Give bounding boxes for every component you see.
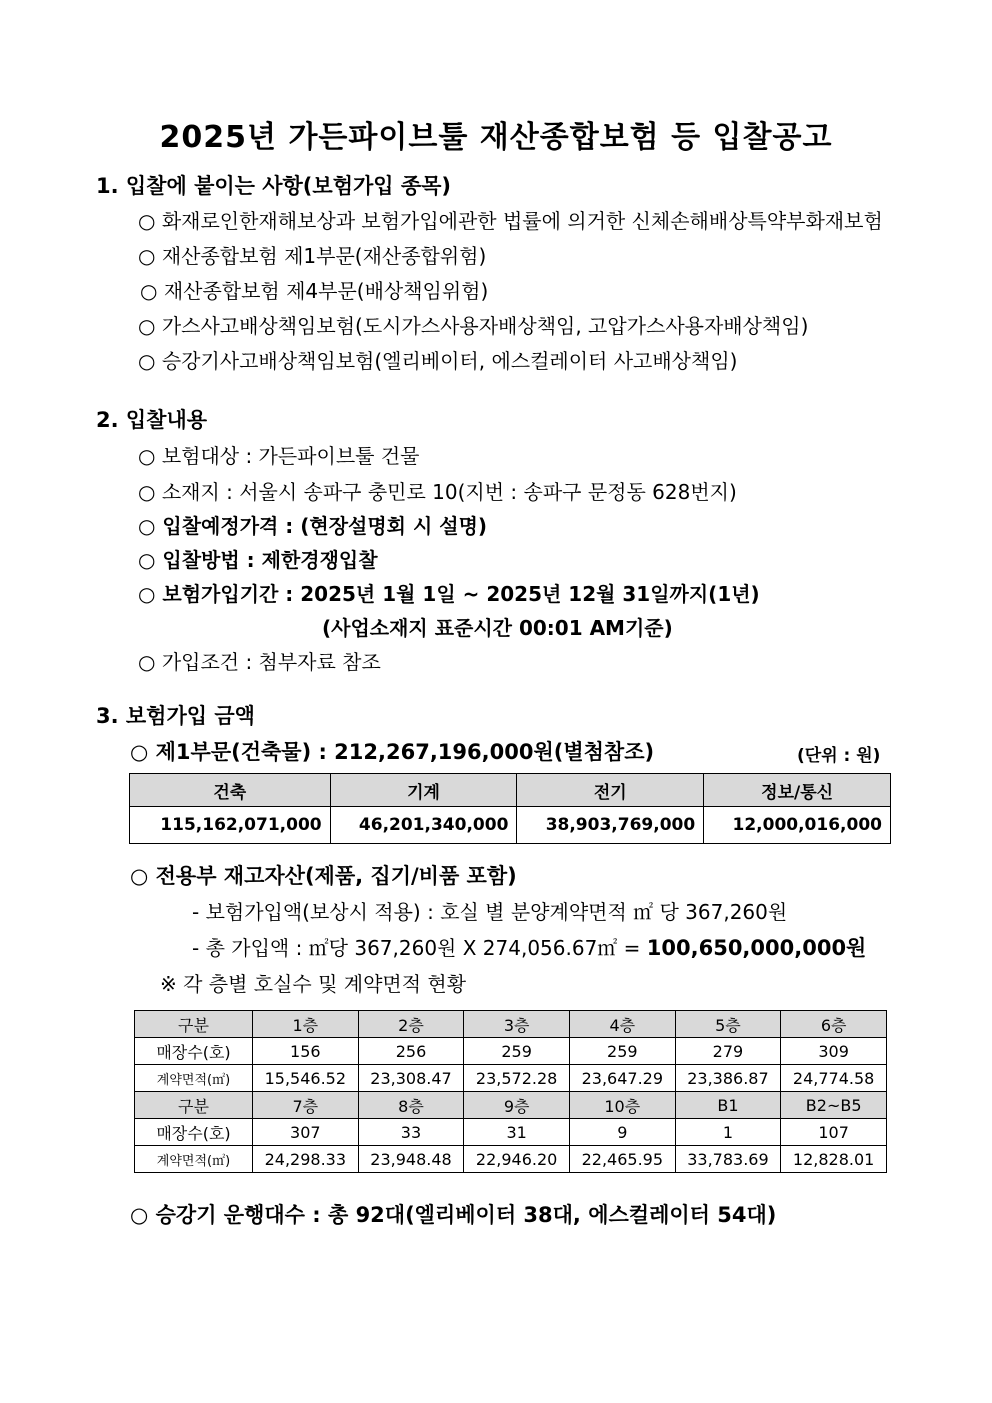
table-header: 건축 (130, 774, 331, 807)
table-cell: 256 (358, 1038, 464, 1065)
section2-item: ○ 보험대상 : 가든파이브툴 건물 (138, 444, 420, 468)
circle-bullet-icon: ○ (138, 444, 156, 468)
table-cell: 23,386.87 (675, 1065, 781, 1092)
table-cell: 8층 (358, 1092, 464, 1119)
elevator-count: ○ 승강기 운행대수 : 총 92대(엘리베이터 38대, 에스컬레이터 54대) (130, 1203, 777, 1227)
table-cell: 2층 (358, 1011, 464, 1038)
circle-bullet-icon: ○ (138, 349, 156, 373)
unit-label: (단위 : 원) (797, 746, 881, 766)
circle-bullet-icon: ○ (130, 864, 149, 888)
section1-heading: 1. 입찰에 붙이는 사항(보험가입 종목) (96, 174, 452, 198)
table-cell: 33,783.69 (675, 1146, 781, 1173)
section1-item: ○ 화재로인한재해보상과 보험가입에관한 법률에 의거한 신체손해배상특약부화재보험 (138, 209, 883, 233)
table-cell: 24,774.58 (781, 1065, 887, 1092)
table-header: 기계 (330, 774, 517, 807)
table-cell: 23,308.47 (358, 1065, 464, 1092)
table-cell: 107 (781, 1119, 887, 1146)
table-row (135, 1146, 887, 1173)
table-cell: B1 (675, 1092, 781, 1119)
circle-bullet-icon: ○ (138, 548, 156, 572)
table-cell: 1층 (253, 1011, 359, 1038)
table-cell: 6층 (781, 1011, 887, 1038)
table-cell: 46,201,340,000 (330, 807, 517, 844)
circle-bullet-icon: ○ (138, 244, 156, 268)
circle-bullet-icon: ○ (138, 209, 156, 233)
section2-heading: 2. 입찰내용 (96, 408, 208, 432)
table-cell: 309 (781, 1038, 887, 1065)
table-cell: 매장수(호) (135, 1038, 253, 1065)
circle-bullet-icon: ○ (138, 650, 156, 674)
table-cell: 23,647.29 (569, 1065, 675, 1092)
table-cell: 7층 (253, 1092, 359, 1119)
section3-heading: 3. 보험가입 금액 (96, 704, 255, 728)
stock-total: 100,650,000,000원 (646, 936, 867, 960)
section2-condition: ○ 가입조건 : 첨부자료 참조 (138, 650, 381, 674)
section1-item: ○ 가스사고배상책임보험(도시가스사용자배상책임, 고압가스사용자배상책임) (138, 314, 809, 338)
table-cell: 115,162,071,000 (130, 807, 331, 844)
circle-bullet-icon: ○ (138, 514, 156, 538)
table-cell: 3층 (464, 1011, 570, 1038)
table-cell: B2~B5 (781, 1092, 887, 1119)
section2-item: ○ 소재지 : 서울시 송파구 충민로 10(지번 : 송파구 문정동 628번지) (138, 480, 737, 504)
page-title: 2025년 가든파이브툴 재산종합보험 등 입찰공고 (159, 120, 833, 155)
table-cell: 22,946.20 (464, 1146, 570, 1173)
period-note: (사업소재지 표준시간 00:01 AM기준) (322, 616, 673, 640)
section2-item: ○ 입찰방법 : 제한경쟁입찰 (138, 548, 378, 572)
table-cell: 38,903,769,000 (517, 807, 704, 844)
table-header: 전기 (517, 774, 704, 807)
circle-bullet-icon: ○ (140, 279, 158, 303)
section2-item: ○ 입찰예정가격 : (현장설명회 시 설명) (138, 514, 488, 538)
table-row (135, 1119, 887, 1146)
table-cell: 12,828.01 (781, 1146, 887, 1173)
table-cell: 279 (675, 1038, 781, 1065)
table-cell: 10층 (569, 1092, 675, 1119)
table-header: 정보/통신 (704, 774, 891, 807)
table-cell: 구분 (135, 1092, 253, 1119)
table-cell: 계약면적(㎡) (135, 1065, 253, 1092)
table-cell: 156 (253, 1038, 359, 1065)
building-amount-table (129, 773, 891, 844)
stock-line1: - 보험가입액(보상시 적용) : 호실 별 분양계약면적 ㎡ 당 367,260원 (192, 900, 788, 924)
section2-item: ○ 보험가입기간 : 2025년 1월 1일 ~ 2025년 12월 31일까지(1년) (138, 582, 760, 606)
section1-item: ○ 재산종합보험 제1부문(재산종합위험) (138, 244, 487, 268)
table-row (135, 1092, 887, 1119)
table-cell: 31 (464, 1119, 570, 1146)
table-cell: 매장수(호) (135, 1119, 253, 1146)
table-cell: 259 (569, 1038, 675, 1065)
stock-line2: - 총 가입액 : ㎡당 367,260원 X 274,056.67㎡ = 100,650,000,000원 (192, 936, 867, 960)
table-cell: 계약면적(㎡) (135, 1146, 253, 1173)
table-cell: 1 (675, 1119, 781, 1146)
circle-bullet-icon: ○ (138, 582, 156, 606)
table-cell: 5층 (675, 1011, 781, 1038)
table-cell: 23,572.28 (464, 1065, 570, 1092)
part1-heading: ○ 제1부문(건축물) : 212,267,196,000원(별첨참조) (130, 740, 655, 764)
circle-bullet-icon: ○ (130, 1203, 149, 1227)
circle-bullet-icon: ○ (138, 314, 156, 338)
circle-bullet-icon: ○ (138, 480, 156, 504)
table-cell: 12,000,016,000 (704, 807, 891, 844)
section1-item: ○ 재산종합보험 제4부문(배상책임위험) (140, 279, 489, 303)
table-cell: 22,465.95 (569, 1146, 675, 1173)
table-row (135, 1038, 887, 1065)
circle-bullet-icon: ○ (130, 740, 149, 764)
table-cell: 259 (464, 1038, 570, 1065)
table-cell: 구분 (135, 1011, 253, 1038)
table-cell: 9층 (464, 1092, 570, 1119)
table-row (135, 1065, 887, 1092)
table-row (135, 1011, 887, 1038)
table-cell: 9 (569, 1119, 675, 1146)
table-cell: 307 (253, 1119, 359, 1146)
table-cell: 23,948.48 (358, 1146, 464, 1173)
section1-item: ○ 승강기사고배상책임보험(엘리베이터, 에스컬레이터 사고배상책임) (138, 349, 738, 373)
floor-status-table (134, 1010, 887, 1173)
stock-note: ※ 각 층별 호실수 및 계약면적 현황 (160, 972, 467, 996)
stock-heading: ○ 전용부 재고자산(제품, 집기/비품 포함) (130, 864, 517, 888)
table-cell: 4층 (569, 1011, 675, 1038)
table-cell: 24,298.33 (253, 1146, 359, 1173)
table-cell: 33 (358, 1119, 464, 1146)
table-cell: 15,546.52 (253, 1065, 359, 1092)
